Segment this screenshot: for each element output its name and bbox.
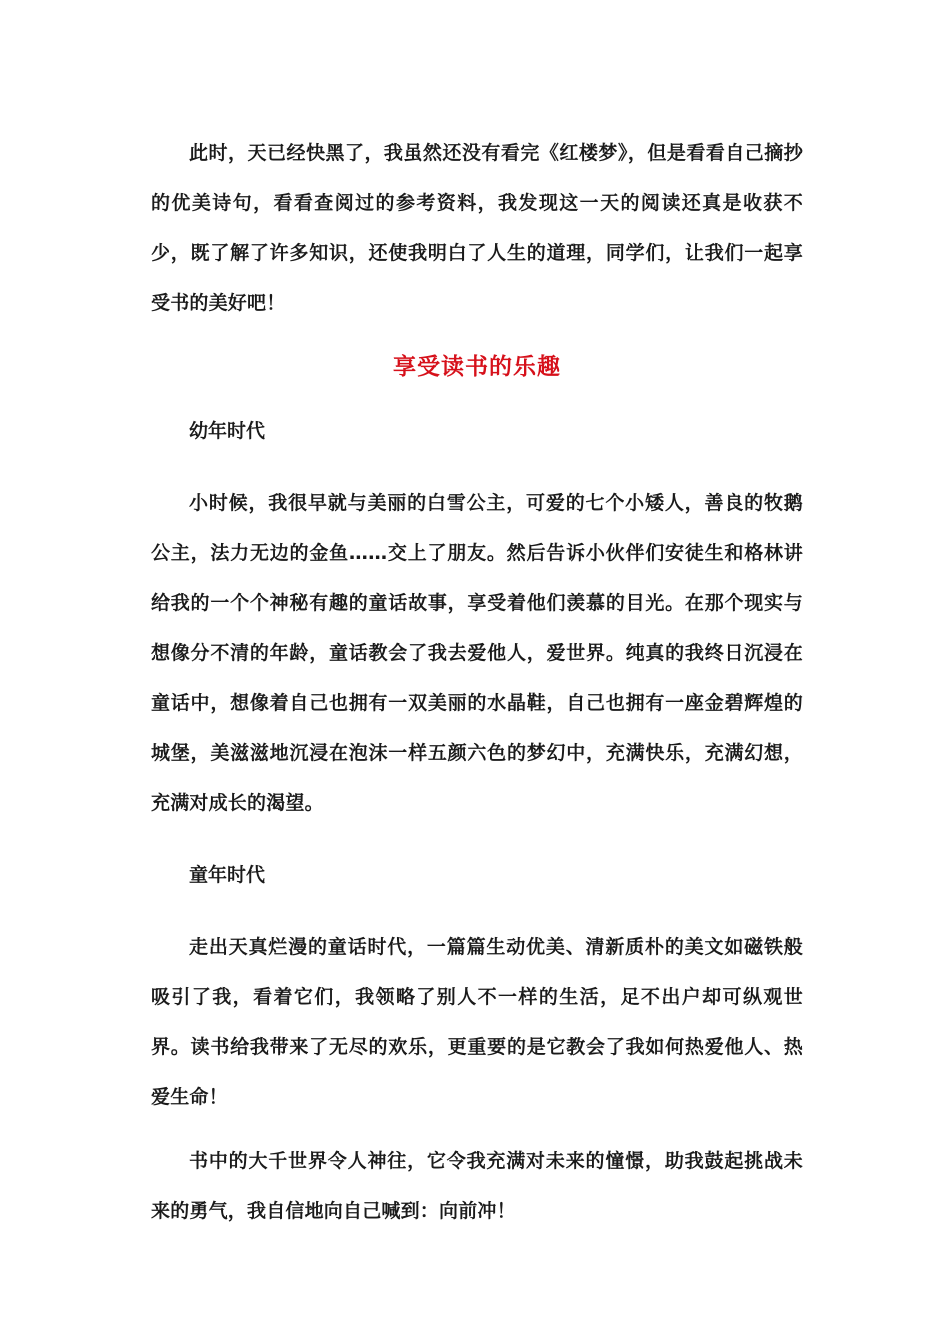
childhood-paragraph-2: 书中的大千世界令人神往，它令我充满对未来的憧憬，助我鼓起挑战未来的勇气，我自信地向自己喊到：向前冲！: [151, 1150, 803, 1222]
section-label-childhood: 童年时代: [189, 864, 266, 886]
early-childhood-paragraph: 小时候，我很早就与美丽的白雪公主，可爱的七个小矮人，善良的牧鹅公主，法力无边的金鱼……交上了朋友。然后告诉小伙伴们安徒生和格林讲给我的一个个神秘有趣的童话故事，享受着他们羡慕的目光。在那个现实与想像分不清的年龄，童话教会了我去爱他人，爱世界。纯真的我终日沉浸在童话中，想像着自己也拥有一双美丽的水晶鞋，自己也拥有一座金碧辉煌的城堡，美滋滋地沉浸在泡沫一样五颜六色的梦幻中，充满快乐，充满幻想，充满对成长的渴望。: [151, 492, 803, 814]
article-title: 享受读书的乐趣: [393, 354, 561, 380]
intro-paragraph: 此时，天已经快黑了，我虽然还没有看完《红楼梦》，但是看看自己摘抄的优美诗句，看看查阅过的参考资料，我发现这一天的阅读还真是收获不少，既了解了许多知识，还使我明白了人生的道理，同学们，让我们一起享受书的美好吧！: [151, 142, 803, 314]
section-label-early-childhood: 幼年时代: [189, 420, 266, 442]
document-body: [151, 128, 803, 1236]
childhood-paragraph-1: 走出天真烂漫的童话时代，一篇篇生动优美、清新质朴的美文如磁铁般吸引了我，看着它们，我领略了别人不一样的生活，足不出户却可纵观世界。读书给我带来了无尽的欢乐，更重要的是它教会了我如何热爱他人、热爱生命！: [151, 936, 803, 1108]
